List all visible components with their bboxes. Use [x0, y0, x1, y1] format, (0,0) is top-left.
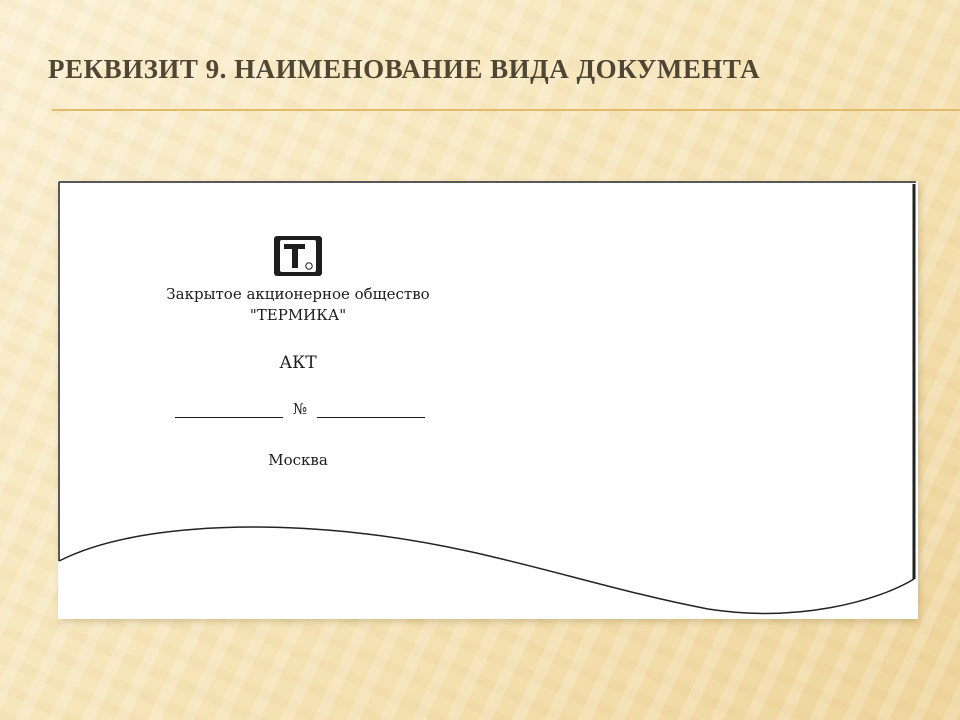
document-type: АКТ	[279, 353, 317, 373]
organization-name: "ТЕРМИКА"	[249, 306, 347, 324]
number-blank	[317, 399, 425, 418]
slide-title: РЕКВИЗИТ 9. НАИМЕНОВАНИЕ ВИДА ДОКУМЕНТА	[48, 54, 761, 84]
document-city: Москва	[268, 451, 328, 469]
organization-form: Закрытое акционерное общество	[166, 285, 430, 303]
termika-logo-icon	[274, 236, 322, 276]
number-sign: №	[292, 400, 308, 418]
date-blank	[175, 399, 283, 418]
document-form-sample	[58, 181, 918, 619]
title-divider	[52, 109, 960, 111]
registration-line	[175, 399, 425, 418]
torn-edge-fill	[58, 527, 918, 619]
